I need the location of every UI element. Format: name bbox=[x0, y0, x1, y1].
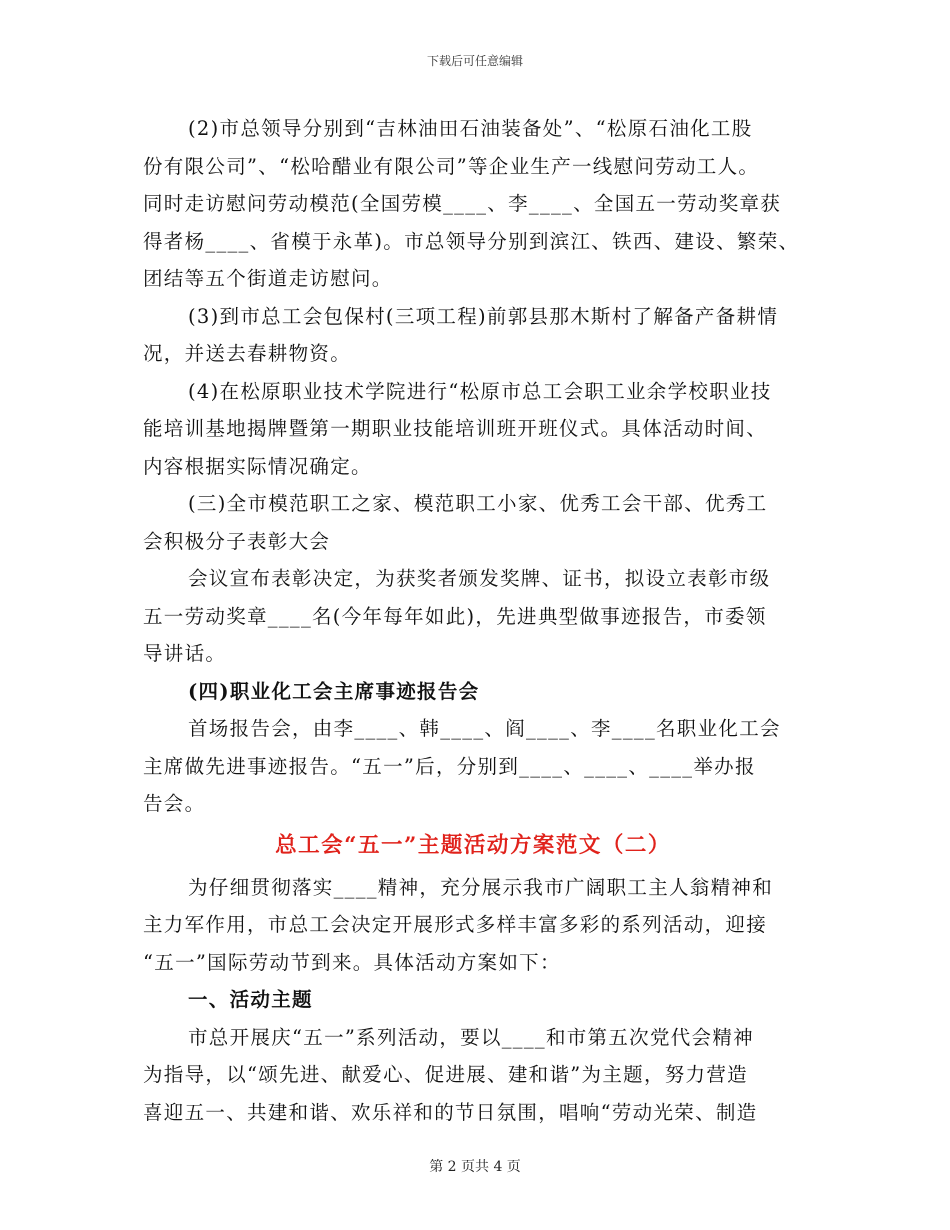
text-line: 内容根据实际情况确定。 bbox=[143, 454, 372, 478]
text-line: 告会。 bbox=[143, 792, 206, 815]
text-line: 况，并送去春耕物资。 bbox=[143, 342, 352, 365]
text-line: 为仔细贯彻落实____精神，充分展示我市广阔职工主人翁精神和 bbox=[188, 875, 774, 899]
paragraph bbox=[143, 373, 803, 486]
section-heading bbox=[143, 981, 803, 1019]
page-header: 下载后可任意编辑 bbox=[426, 54, 523, 68]
text-line: 一、活动主题 bbox=[188, 988, 313, 1011]
text-line: 团结等五个街道走访慰问。 bbox=[143, 267, 393, 290]
text-line: 会议宣布表彰决定，为获奖者颁发奖牌、证书，拟设立表彰市级 bbox=[188, 567, 771, 590]
page-footer: 第 2 页共 4 页 bbox=[429, 1159, 521, 1175]
text-line: (三)全市模范职工之家、模范职工小家、优秀工会干部、优秀工 bbox=[188, 492, 768, 515]
paragraph bbox=[143, 869, 803, 982]
text-line: 同时走访慰问劳动模范(全国劳模____、李____、全国五一劳动奖章获 bbox=[143, 192, 782, 215]
paragraph bbox=[143, 1019, 803, 1132]
section-heading bbox=[143, 485, 803, 560]
section-heading bbox=[143, 673, 803, 711]
text-line: (4)在松原职业技术学院进行“松原市总工会职工业余学校职业技 bbox=[188, 379, 772, 403]
document-body bbox=[143, 110, 803, 1131]
text-line: (四)职业化工会主席事迹报告会 bbox=[188, 679, 480, 703]
text-line: 得者杨____、省模于永革)。市总领导分别到滨江、铁西、建设、繁荣、 bbox=[143, 229, 800, 253]
text-line: 导讲话。 bbox=[143, 642, 227, 665]
text-line: 能培训基地揭牌暨第一期职业技能培训班开班仪式。具体活动时间、 bbox=[143, 417, 768, 440]
text-line: 喜迎五一、共建和谐、欢乐祥和的节日氛围，唱响“劳动光荣、制造 bbox=[143, 1100, 758, 1124]
text-line: 份有限公司”、“松哈醋业有限公司”等企业生产一线慰问劳动工人。 bbox=[143, 154, 760, 178]
text-line: 为指导，以“颂先进、献爱心、促进展、建和谐”为主题，努力营造 bbox=[143, 1063, 748, 1086]
text-line: 会积极分子表彰大会 bbox=[143, 529, 331, 553]
text-line: “五一”国际劳动节到来。具体活动方案如下： bbox=[143, 950, 561, 974]
text-line: 主力军作用，市总工会决定开展形式多样丰富多彩的系列活动，迎接 bbox=[143, 913, 768, 936]
document-title: 总工会“五一”主题活动方案范文（二） bbox=[275, 832, 671, 858]
text-line: 五一劳动奖章____名(今年每年如此)，先进典型做事迹报告，市委领 bbox=[143, 604, 767, 628]
paragraph bbox=[143, 110, 803, 298]
paragraph bbox=[143, 298, 803, 373]
text-line: (3)到市总工会包保村(三项工程)前郭县那木斯村了解备产备耕情 bbox=[188, 304, 779, 328]
paragraph bbox=[143, 560, 803, 673]
text-line: 首场报告会，由李____、韩____、阎____、李____名职业化工会 bbox=[188, 717, 781, 740]
text-line: (2)市总领导分别到“吉林油田石油装备处”、“松原石油化工股 bbox=[188, 117, 753, 140]
text-line: 市总开展庆“五一”系列活动，要以____和市第五次党代会精神 bbox=[188, 1025, 754, 1049]
text-line: 主席做先进事迹报告。“五一”后，分别到____、____、____举办报 bbox=[143, 754, 756, 778]
paragraph bbox=[143, 710, 803, 823]
